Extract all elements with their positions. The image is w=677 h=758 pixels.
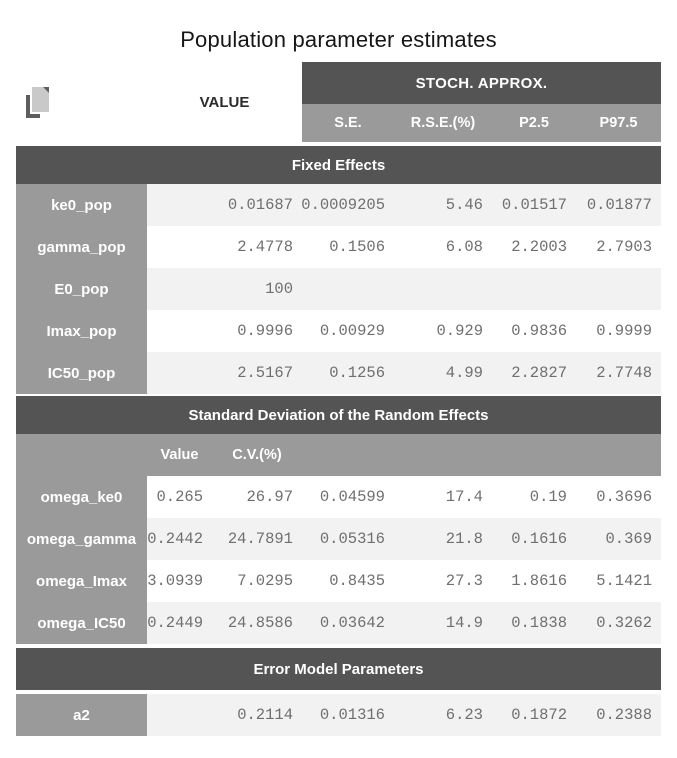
table-row-ic50-pop: [16, 352, 661, 394]
stoch-approx-header-group: [302, 62, 661, 142]
cell-p2-5: 0.9836: [492, 310, 576, 352]
value-column-header: VALUE: [199, 93, 250, 111]
row-label: gamma_pop: [16, 226, 147, 268]
cell-se: 0.1256: [302, 352, 394, 394]
table-row-imax-pop: [16, 310, 661, 352]
cell-se: 0.1506: [302, 226, 394, 268]
table-header: [16, 62, 661, 142]
col-header-p2-5: P2.5: [519, 115, 549, 131]
row-label: Imax_pop: [16, 310, 147, 352]
cell-cv: 24.8586: [212, 602, 302, 644]
cell-cv: 24.7891: [212, 518, 302, 560]
table-row-omega-imax: [16, 560, 661, 602]
cell-value: 2.5167: [147, 352, 302, 394]
cell-se: 0.8435: [302, 560, 394, 602]
section-header-error-model: Error Model Parameters: [16, 648, 661, 690]
cell-value: 0.265: [147, 476, 212, 518]
random-effects-subheader-row: [16, 434, 661, 476]
parameter-estimates-table: [16, 62, 661, 736]
row-label: IC50_pop: [16, 352, 147, 394]
row-label: omega_gamma: [16, 518, 147, 560]
cell-value: 2.4778: [147, 226, 302, 268]
stoch-approx-header: STOCH. APPROX.: [302, 62, 661, 104]
cell-p97-5: 0.01877: [576, 184, 661, 226]
cell-rse: 6.23: [394, 694, 492, 736]
cell-p2-5: [492, 268, 576, 310]
cell-p97-5: 0.9999: [576, 310, 661, 352]
cell-p2-5: 2.2827: [492, 352, 576, 394]
cell-value: 0.9996: [147, 310, 302, 352]
cell-rse: 6.08: [394, 226, 492, 268]
cell-p97-5: 0.369: [576, 518, 661, 560]
stoch-subheader-row: [302, 104, 661, 142]
cell-value: 0.2442: [147, 518, 212, 560]
cell-rse: 17.4: [394, 476, 492, 518]
value-header-area: [16, 62, 302, 142]
row-label: omega_ke0: [16, 476, 147, 518]
cell-p2-5: 0.1838: [492, 602, 576, 644]
cell-p2-5: 1.8616: [492, 560, 576, 602]
col-header-value: Value: [160, 447, 199, 463]
cell-rse: 21.8: [394, 518, 492, 560]
cell-cv: 7.0295: [212, 560, 302, 602]
cell-p97-5: [576, 268, 661, 310]
cell-p2-5: 0.19: [492, 476, 576, 518]
col-header-p97-5: P97.5: [599, 115, 638, 131]
section-header-random-effects: Standard Deviation of the Random Effects: [16, 396, 661, 434]
table-row-omega-ke0: [16, 476, 661, 518]
table-row-gamma-pop: [16, 226, 661, 268]
cell-rse: 0.929: [394, 310, 492, 352]
cell-p2-5: 0.01517: [492, 184, 576, 226]
col-header-rse: R.S.E.(%): [410, 115, 476, 131]
cell-cv: 26.97: [212, 476, 302, 518]
copy-table-icon[interactable]: [26, 87, 52, 119]
cell-rse: 27.3: [394, 560, 492, 602]
cell-rse: [394, 268, 492, 310]
cell-se: 0.04599: [302, 476, 394, 518]
row-label: ke0_pop: [16, 184, 147, 226]
cell-rse: 5.46: [394, 184, 492, 226]
section-header-fixed-effects: Fixed Effects: [16, 146, 661, 184]
copy-icon-fold: [43, 87, 49, 93]
table-row-e0-pop: [16, 268, 661, 310]
table-row-ke0-pop: [16, 184, 661, 226]
cell-rse: 14.9: [394, 602, 492, 644]
cell-se: 0.0009205: [302, 184, 394, 226]
subheader-spacer: [16, 434, 147, 476]
cell-se: [302, 268, 394, 310]
page-title: Population parameter estimates: [180, 27, 497, 52]
table-row-a2: [16, 694, 661, 736]
table-row-omega-gamma: [16, 518, 661, 560]
subheader-spacer: [302, 434, 661, 476]
cell-p97-5: 0.3696: [576, 476, 661, 518]
cell-se: 0.01316: [302, 694, 394, 736]
copy-icon-front-page: [32, 87, 49, 112]
cell-value: 0.01687: [147, 184, 302, 226]
cell-p97-5: 2.7903: [576, 226, 661, 268]
row-label: E0_pop: [16, 268, 147, 310]
cell-se: 0.00929: [302, 310, 394, 352]
cell-p2-5: 2.2003: [492, 226, 576, 268]
cell-se: 0.05316: [302, 518, 394, 560]
col-header-se: S.E.: [334, 115, 362, 131]
cell-value: 0.2114: [147, 694, 302, 736]
cell-value: 3.0939: [147, 560, 212, 602]
cell-value: 100: [147, 268, 302, 310]
cell-rse: 4.99: [394, 352, 492, 394]
col-header-cv: C.V.(%): [232, 447, 282, 463]
cell-p97-5: 0.2388: [576, 694, 661, 736]
row-label: omega_IC50: [16, 602, 147, 644]
table-row-omega-ic50: [16, 602, 661, 644]
cell-value: 0.2449: [147, 602, 212, 644]
cell-p97-5: 2.7748: [576, 352, 661, 394]
cell-se: 0.03642: [302, 602, 394, 644]
cell-p2-5: 0.1872: [492, 694, 576, 736]
row-label: a2: [16, 694, 147, 736]
cell-p97-5: 5.1421: [576, 560, 661, 602]
row-label: omega_Imax: [16, 560, 147, 602]
cell-p97-5: 0.3262: [576, 602, 661, 644]
cell-p2-5: 0.1616: [492, 518, 576, 560]
